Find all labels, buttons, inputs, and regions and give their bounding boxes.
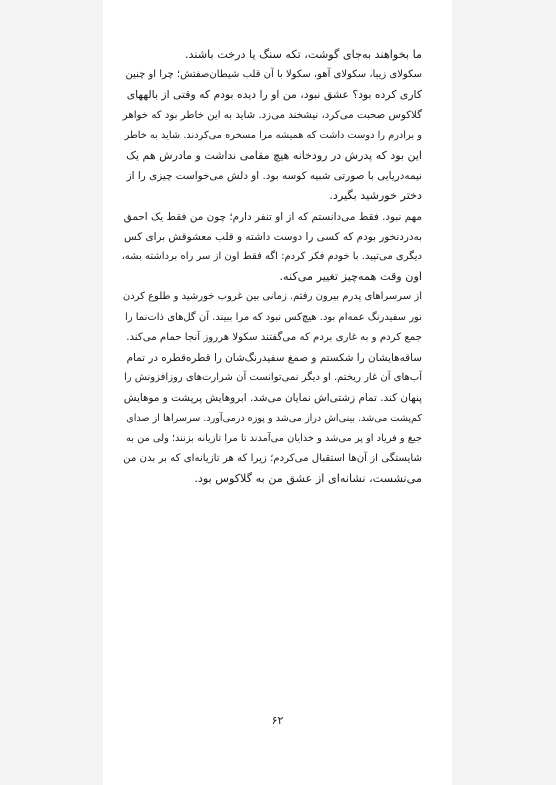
text-line: ما بخواهند به‌جای گوشت، تکه سنگ یا درخت باشند. [184, 48, 422, 61]
text-line: کم‌پشت می‌شد. بینی‌اش دراز می‌شد و پوزه درمی‌آورد. سرسراها از صدای [126, 412, 422, 424]
text-line: و برادرم را دوست داشت که همیشه مرا مسخره می‌کردند. شاید به خاطر [124, 129, 422, 141]
body-text [122, 45, 422, 489]
text-line: جمع کردم و به غاری بردم که می‌گفتند سکولا هرروز آنجا حمام می‌کند. [126, 331, 422, 343]
text-line: اون وقت همه‌چیز تغییر می‌کنه. [279, 270, 422, 284]
text-line: شایستگی از آن‌ها استقبال می‌کردم؛ زیرا که هر تازیانه‌ای که بر بدن من [123, 453, 422, 465]
text-line: گلاکوس صحبت می‌کرد، نیشخند می‌زد. شاید به این خاطر بود که خواهر [122, 109, 422, 121]
text-line: نیمه‌دریایی با صورتی شبیه کوسه بود. او دلش می‌خواست چیزی را از [126, 170, 422, 183]
text-line: می‌نشست، نشانه‌ای از عشق من به گلاکوس بود. [194, 472, 422, 486]
book-page [103, 0, 452, 785]
text-line: دختر خورشید بگیرد. [329, 189, 422, 203]
text-line: نور سفیدرنگ عمه‌ام بود. هیچ‌کس نبود که مرا ببیند. آن گل‌های ذات‌نما را [124, 311, 422, 323]
text-line: دیگری می‌تپید. با خودم فکر کردم: اگه فقط اون از سر راه برداشته بشه، [121, 251, 422, 263]
text-line: به‌دردنخور بودم که کسی را دوست داشته و قلب معشوقش برای کس [123, 230, 422, 243]
text-line: از سرسراهای پدرم بیرون رفتم. زمانی بین غروب خورشید و طلوع کردن [122, 291, 422, 303]
text-line: مهم نبود. فقط می‌دانستم که از او تنفر دارم؛ چون من فقط یک احمق [123, 210, 422, 223]
text-line: این بود که پدرش در رودخانه هیچ مقامی نداشت و مادرش هم یک [126, 149, 422, 163]
page-number: ۶۲ [271, 714, 284, 727]
text-line: جیغ و فریاد او پر می‌شد و خدایان می‌آمدند تا مرا تازیانه بزنند؛ ولی من به [126, 432, 422, 444]
text-line: سکولای زیبا، سکولای آهو، سکولا با آن قلب شیطان‌صفتش؛ چرا او چنین [125, 69, 422, 81]
text-line: ساقه‌هایشان را شکستم و صمغ سفیدرنگ‌شان را قطره‌قطره در تمام [126, 352, 422, 365]
text-line: پنهان کند. تمام زشتی‌اش نمایان می‌شد. ابروهایش پرپشت و موهایش [123, 392, 422, 405]
text-line: آب‌های آن غار ریختم. او دیگر نمی‌توانست آن شرارت‌های روزافزونش را [123, 372, 422, 384]
text-line: کاری کرده بود؟ عشق نبود، من او را دیده بودم که وقتی از بالههای [126, 88, 422, 102]
